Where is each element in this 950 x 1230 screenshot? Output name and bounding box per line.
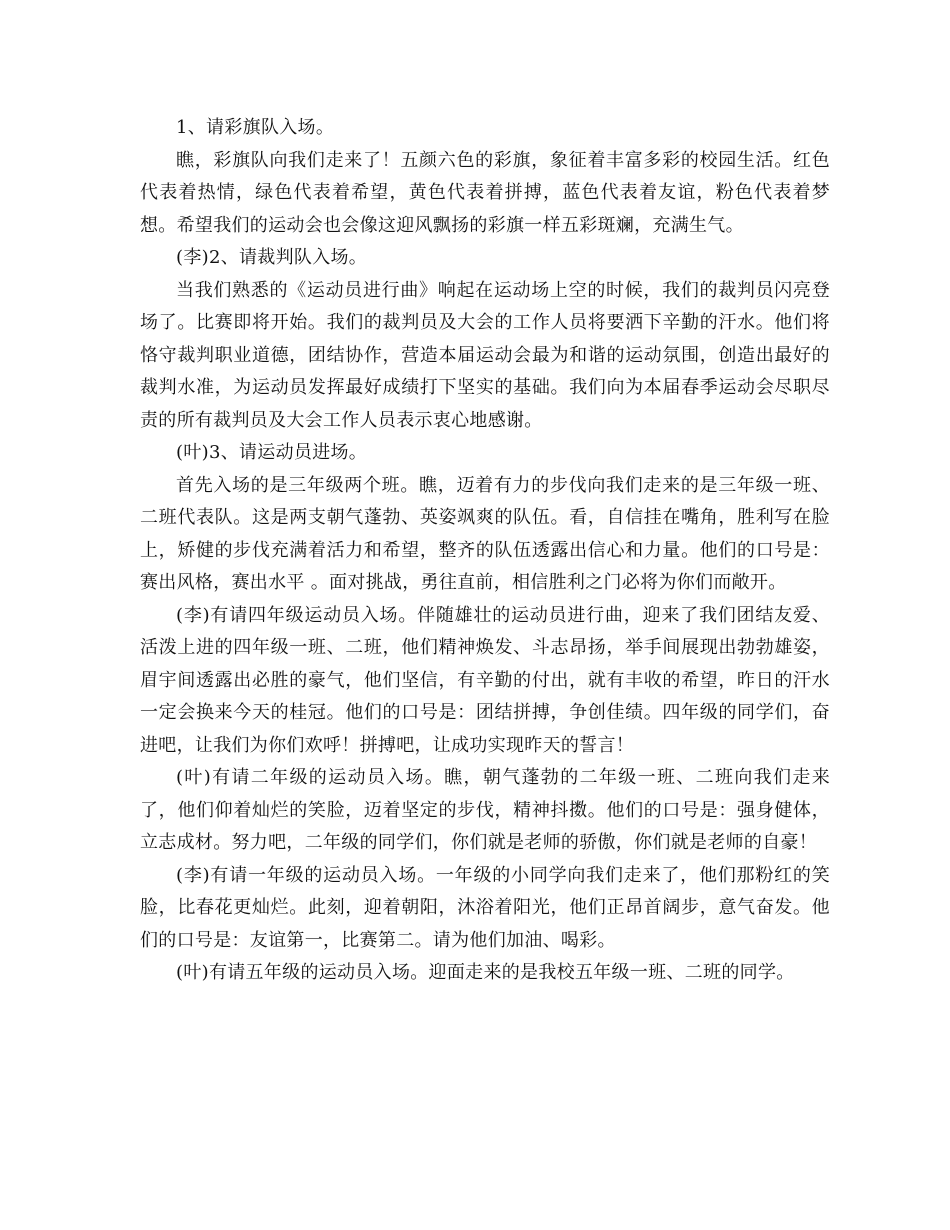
paragraph-grade-two: (叶)有请二年级的运动员入场。瞧，朝气蓬勃的二年级一班、二班向我们走来了，他们仰着灿烂的笑脸，迈着坚定的步伐，精神抖擞。他们的口号是：强身健体，立志成材。努力吧，二年级的同学们，你们就是老师的骄傲，你们就是老师的自豪！	[140, 767, 830, 853]
paragraph-referee-heading: (李)2、请裁判队入场。	[176, 247, 368, 268]
paragraph-athletes-heading: (叶)3、请运动员进场。	[176, 442, 368, 463]
paragraph-flag-team-heading: 1、请彩旗队入场。	[176, 117, 335, 138]
paragraph-referee-intro: 当我们熟悉的《运动员进行曲》响起在运动场上空的时候，我们的裁判员闪亮登场了。比赛即将开始。我们的裁判员及大会的工作人员将要洒下辛勤的汗水。他们将恪守裁判职业道德，团结协作，营造本届运动会最为和谐的运动氛围，创造出最好的裁判水准，为运动员发挥最好成绩打下坚实的基础。我们向为本届春季运动会尽职尽责的所有裁判员及大会工作人员表示衷心地感谢。	[140, 279, 830, 431]
paragraph-grade-four: (李)有请四年级运动员入场。伴随雄壮的运动员进行曲，迎来了我们团结友爱、活泼上进的四年级一班、二班，他们精神焕发、斗志昂扬，举手间展现出勃勃雄姿，眉宇间透露出必胜的豪气，他们坚信，有辛勤的付出，就有丰收的希望，昨日的汗水一定会换来今天的桂冠。他们的口号是：团结拼搏，争创佳绩。四年级的同学们，奋进吧，让我们为你们欢呼！拼搏吧，让成功实现昨天的誓言！	[140, 604, 830, 756]
paragraph-flag-team-intro: 瞧，彩旗队向我们走来了！五颜六色的彩旗，象征着丰富多彩的校园生活。红色代表着热情，绿色代表着希望，黄色代表着拼搏，蓝色代表着友谊，粉色代表着梦想。希望我们的运动会也会像这迎风飘扬的彩旗一样五彩斑斓，充满生气。	[140, 149, 830, 236]
paragraph-grade-five: (叶)有请五年级的运动员入场。迎面走来的是我校五年级一班、二班的同学。	[176, 962, 795, 983]
paragraph-grade-three: 首先入场的是三年级两个班。瞧，迈着有力的步伐向我们走来的是三年级一班、二班代表队。这是两支朝气蓬勃、英姿飒爽的队伍。看，自信挂在嘴角，胜利写在脸上，矫健的步伐充满着活力和希望，整齐的队伍透露出信心和力量。他们的口号是：赛出风格，赛出水平 。面对挑战，勇往直前，相信胜利之门必将为你们而敞开。	[140, 474, 830, 593]
paragraph-grade-one: (李)有请一年级的运动员入场。一年级的小同学向我们走来了，他们那粉红的笑脸，比春花更灿烂。此刻，迎着朝阳，沐浴着阳光，他们正昂首阔步，意气奋发。他们的口号是：友谊第一，比赛第二。请为他们加油、喝彩。	[140, 864, 830, 951]
document-body	[140, 112, 830, 990]
